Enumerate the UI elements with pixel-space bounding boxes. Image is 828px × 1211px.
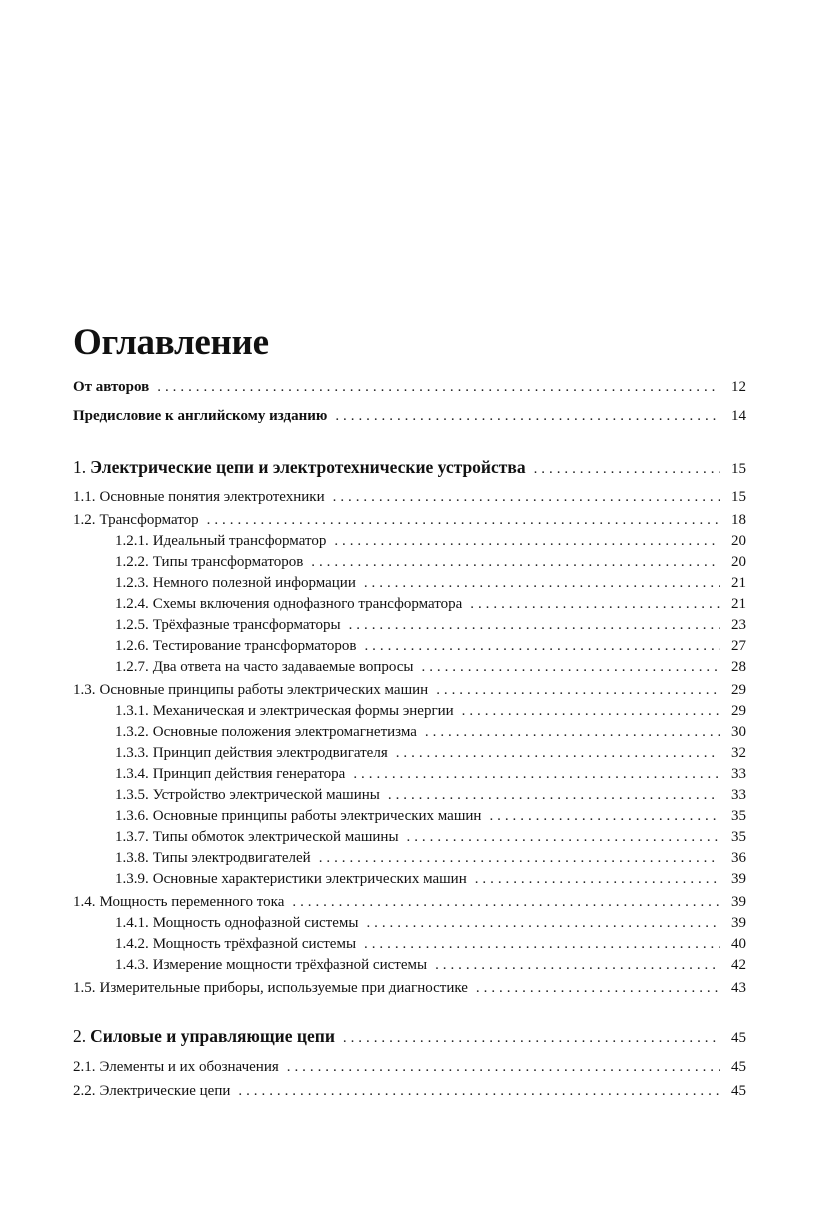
- dot-leader: [475, 869, 720, 889]
- toc-subsection-number: 1.2.6.: [115, 638, 149, 654]
- toc-subsection-number: 1.3.3.: [115, 745, 149, 761]
- toc-subsection[interactable]: [115, 636, 746, 656]
- toc-section-number: 1.5.: [73, 980, 96, 996]
- toc-subsection-page: 21: [731, 575, 746, 591]
- toc-subsection[interactable]: [115, 657, 746, 677]
- dot-leader: [422, 657, 721, 677]
- toc-section-page: 29: [731, 682, 746, 698]
- toc-section-1-5[interactable]: [73, 978, 746, 998]
- toc-section-number: 1.2.: [73, 512, 96, 528]
- toc-section-title: Измерительные приборы, используемые при диагностике: [99, 980, 468, 996]
- toc-chapter-number: 2.: [73, 1026, 87, 1046]
- toc-subsection-page: 39: [731, 915, 746, 931]
- toc-chapter-number: 1.: [73, 457, 87, 477]
- toc-subsection[interactable]: [115, 913, 746, 933]
- toc-section-2-1[interactable]: [73, 1057, 746, 1077]
- dot-leader: [292, 892, 720, 912]
- toc-subsection-number: 1.3.7.: [115, 829, 149, 845]
- toc-subsection-number: 1.3.8.: [115, 850, 149, 866]
- toc-subsection[interactable]: [115, 701, 746, 721]
- toc-entry-preface[interactable]: [73, 406, 746, 426]
- toc-subsection-title: Основные принципы работы электрических машин: [152, 808, 482, 824]
- toc-section-1-2[interactable]: [73, 510, 746, 530]
- dot-leader: [534, 457, 720, 481]
- toc-section-title: Электрические цепи: [99, 1083, 231, 1099]
- dot-leader: [319, 848, 720, 868]
- toc-subsection-title: Идеальный трансформатор: [152, 533, 327, 549]
- toc-chapter-2[interactable]: [73, 1024, 746, 1048]
- toc-subsection-page: 27: [731, 638, 746, 654]
- toc-subsection-title: Схемы включения однофазного трансформатора: [152, 596, 463, 612]
- toc-entry-title: Предисловие к английскому изданию: [73, 408, 328, 424]
- toc-subsection[interactable]: [115, 955, 746, 975]
- toc-subsection-title: Основные характеристики электрических машин: [152, 871, 467, 887]
- dot-leader: [353, 764, 720, 784]
- toc-chapter-page: 45: [731, 1030, 746, 1046]
- toc-subsection-number: 1.2.3.: [115, 575, 149, 591]
- toc-entry-page: 14: [731, 408, 746, 424]
- toc-subsection-page: 30: [731, 724, 746, 740]
- dot-leader: [489, 806, 720, 826]
- toc-subsection[interactable]: [115, 848, 746, 868]
- toc-subsection-title: Немного полезной информации: [152, 575, 356, 591]
- toc-chapter-title: Силовые и управляющие цепи: [90, 1026, 335, 1046]
- toc-section-1-4[interactable]: [73, 892, 746, 912]
- toc-chapter-page: 15: [731, 461, 746, 477]
- toc-subsection-number: 1.4.1.: [115, 915, 149, 931]
- dot-leader: [364, 636, 720, 656]
- toc-subsection-page: 23: [731, 617, 746, 633]
- toc-chapter-1[interactable]: [73, 455, 746, 479]
- toc-subsection[interactable]: [115, 806, 746, 826]
- toc-subsection-title: Трёхфазные трансформаторы: [152, 617, 341, 633]
- dot-leader: [334, 531, 720, 551]
- toc-subsection[interactable]: [115, 573, 746, 593]
- toc-subsection-number: 1.3.4.: [115, 766, 149, 782]
- toc-subsection-number: 1.4.3.: [115, 957, 149, 973]
- toc-subsection-page: 35: [731, 829, 746, 845]
- toc-subsection[interactable]: [115, 594, 746, 614]
- toc-subsection-title: Измерение мощности трёхфазной системы: [152, 957, 428, 973]
- toc-subsection-page: 35: [731, 808, 746, 824]
- dot-leader: [349, 615, 720, 635]
- toc-subsection-title: Основные положения электромагнетизма: [152, 724, 417, 740]
- toc-section-1-1[interactable]: [73, 487, 746, 507]
- toc-subsection[interactable]: [115, 869, 746, 889]
- toc-subsection-page: 36: [731, 850, 746, 866]
- toc-subsection-page: 21: [731, 596, 746, 612]
- toc-subsection[interactable]: [115, 785, 746, 805]
- toc-section-number: 1.1.: [73, 489, 96, 505]
- toc-entry-title: От авторов: [73, 379, 150, 395]
- dot-leader: [287, 1057, 720, 1077]
- toc-section-page: 39: [731, 894, 746, 910]
- toc-subsection-number: 1.2.7.: [115, 659, 149, 675]
- toc-section-title: Элементы и их обозначения: [99, 1059, 279, 1075]
- page-title: Оглавление: [73, 322, 269, 363]
- toc-chapter-title: Электрические цепи и электротехнические устройства: [90, 457, 526, 477]
- toc-subsection-title: Тестирование трансформаторов: [152, 638, 357, 654]
- toc-subsection-title: Типы трансформаторов: [152, 554, 304, 570]
- toc-section-1-3[interactable]: [73, 680, 746, 700]
- toc-section-number: 1.3.: [73, 682, 96, 698]
- toc-section-page: 43: [731, 980, 746, 996]
- toc-section-page: 45: [731, 1059, 746, 1075]
- toc-section-number: 2.1.: [73, 1059, 96, 1075]
- dot-leader: [462, 701, 720, 721]
- dot-leader: [335, 406, 720, 426]
- toc-subsection-number: 1.3.5.: [115, 787, 149, 803]
- toc-subsection-page: 20: [731, 533, 746, 549]
- toc-subsection-title: Типы электродвигателей: [152, 850, 311, 866]
- toc-subsection-number: 1.2.1.: [115, 533, 149, 549]
- dot-leader: [470, 594, 720, 614]
- toc-subsection[interactable]: [115, 531, 746, 551]
- toc-subsection[interactable]: [115, 934, 746, 954]
- dot-leader: [435, 955, 720, 975]
- toc-subsection-title: Принцип действия электродвигателя: [152, 745, 388, 761]
- toc-subsection-number: 1.3.9.: [115, 871, 149, 887]
- toc-subsection[interactable]: [115, 552, 746, 572]
- dot-leader: [396, 743, 720, 763]
- toc-subsection-title: Устройство электрической машины: [152, 787, 380, 803]
- toc-section-page: 18: [731, 512, 746, 528]
- toc-subsection-title: Принцип действия генератора: [152, 766, 346, 782]
- toc-subsection-page: 32: [731, 745, 746, 761]
- toc-subsection-title: Мощность однофазной системы: [152, 915, 359, 931]
- toc-section-number: 2.2.: [73, 1083, 96, 1099]
- toc-section-2-2[interactable]: [73, 1081, 746, 1101]
- toc-subsection-page: 28: [731, 659, 746, 675]
- toc-subsection[interactable]: [115, 615, 746, 635]
- toc-subsection-number: 1.2.5.: [115, 617, 149, 633]
- dot-leader: [364, 934, 720, 954]
- dot-leader: [436, 680, 720, 700]
- toc-section-title: Основные понятия электротехники: [99, 489, 325, 505]
- dot-leader: [364, 573, 720, 593]
- dot-leader: [476, 978, 720, 998]
- toc-subsection[interactable]: [115, 743, 746, 763]
- toc-subsection[interactable]: [115, 722, 746, 742]
- toc-subsection-page: 20: [731, 554, 746, 570]
- toc-subsection-number: 1.4.2.: [115, 936, 149, 952]
- dot-leader: [238, 1081, 720, 1101]
- toc-section-title: Основные принципы работы электрических машин: [99, 682, 429, 698]
- toc-section-number: 1.4.: [73, 894, 96, 910]
- toc-subsection-title: Два ответа на часто задаваемые вопросы: [152, 659, 414, 675]
- toc-subsection-title: Типы обмоток электрической машины: [152, 829, 399, 845]
- toc-subsection[interactable]: [115, 827, 746, 847]
- dot-leader: [366, 913, 720, 933]
- toc-subsection-title: Мощность трёхфазной системы: [152, 936, 357, 952]
- toc-entry-page: 12: [731, 379, 746, 395]
- toc-subsection-page: 42: [731, 957, 746, 973]
- toc-subsection-page: 40: [731, 936, 746, 952]
- toc-subsection-page: 33: [731, 766, 746, 782]
- dot-leader: [311, 552, 720, 572]
- dot-leader: [207, 510, 720, 530]
- toc-subsection[interactable]: [115, 764, 746, 784]
- toc-subsection-page: 39: [731, 871, 746, 887]
- toc-subsection-number: 1.3.1.: [115, 703, 149, 719]
- toc-section-page: 45: [731, 1083, 746, 1099]
- dot-leader: [343, 1026, 720, 1050]
- toc-section-page: 15: [731, 489, 746, 505]
- toc-subsection-page: 29: [731, 703, 746, 719]
- toc-section-title: Трансформатор: [99, 512, 199, 528]
- toc-section-title: Мощность переменного тока: [99, 894, 285, 910]
- toc-entry-authors[interactable]: [73, 377, 746, 397]
- toc-subsection-page: 33: [731, 787, 746, 803]
- toc-subsection-number: 1.2.2.: [115, 554, 149, 570]
- dot-leader: [157, 377, 720, 397]
- toc-subsection-title: Механическая и электрическая формы энергии: [152, 703, 454, 719]
- toc-subsection-number: 1.3.2.: [115, 724, 149, 740]
- toc-subsection-number: 1.2.4.: [115, 596, 149, 612]
- dot-leader: [407, 827, 720, 847]
- dot-leader: [425, 722, 720, 742]
- dot-leader: [333, 487, 720, 507]
- dot-leader: [388, 785, 720, 805]
- toc-subsection-number: 1.3.6.: [115, 808, 149, 824]
